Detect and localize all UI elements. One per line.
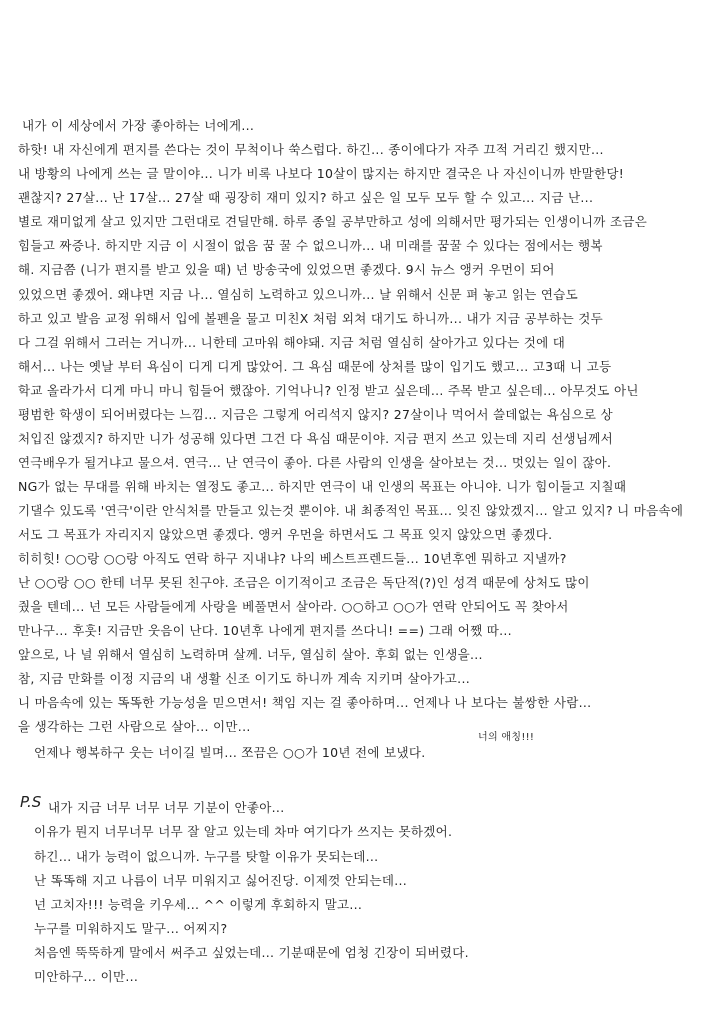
letter-line: 별로 재미없게 살고 있지만 그런대로 견딜만해. 하루 종일 공부만하고 성에 의해서만 평가되는 인생이니까 조금은 [18, 214, 648, 229]
ps-line: 하긴... 내가 능력이 없으니까. 누구를 탓할 이유가 못되는데... [34, 849, 379, 864]
ps-line: 이유가 뭔지 너무너무 너무 잘 알고 있는데 차마 여기다가 쓰지는 못하겠어. [34, 824, 453, 839]
letter-line: 앞으로, 나 널 위해서 열심히 노력하며 살께. 너두, 열심히 살아. 후회 없는 인생을... [18, 647, 483, 662]
letter-closing: 언제나 행복하구 웃는 너이길 빌며... 쪼끔은 ○○가 10년 전에 보냈다. [34, 745, 426, 760]
letter-line: 참, 지금 만화를 이정 지금의 내 생활 신조 이기도 하니까 계속 지키며 살아가고... [18, 671, 470, 686]
letter-line: NG가 없는 무대를 위해 바치는 열정도 좋고... 하지만 연극이 내 인생의 목표는 아니야. 니가 힘이들고 지칠때 [18, 479, 627, 494]
letter-line: 있었으면 좋겠어. 왜냐면 지금 나... 열심히 노력하고 있으니까... 날 위해서 신문 펴 놓고 읽는 연습도 [18, 287, 578, 302]
ps-line: 처음엔 뚝뚝하게 말에서 써주고 싶었는데... 기분때문에 엄청 긴장이 되버렸다. [34, 945, 469, 960]
letter-line: 연극배우가 될거냐고 물으셔. 연극... 난 연극이 좋아. 다른 사람의 인생을 살아보는 것... 멋있는 일이 잖아. [18, 455, 612, 470]
letter-line: 하고 있고 발음 교정 위해서 입에 볼펜을 물고 미친X 처럼 외쳐 대기도 하니까... 내가 지금 공부하는 것두 [18, 311, 604, 326]
letter-line: 기댈수 있도록 '연극'이란 안식처를 만들고 있는것 뿐이야. 내 최종적인 목표... 잊진 않았겠지... 알고 있지? 니 마음속에 [18, 503, 684, 518]
letter-line: 서도 그 목표가 자리지지 않았으면 좋겠다. 앵커 우먼을 하면서도 그 목표 잊지 않았으면 좋겠다. [18, 527, 553, 542]
letter-line: 히히힛! ○○랑 ○○랑 아직도 연락 하구 지내냐? 나의 베스트프렌드들... 10년후엔 뭐하고 지낼까? [18, 551, 567, 566]
letter-line: 힘들고 짜증나. 하지만 지금 이 시절이 없음 꿈 꿀 수 없으니까... 내 미래를 꿈꿀 수 있다는 점에서는 행복 [18, 238, 603, 253]
ps-line: 누구를 미워하지도 말구... 어찌지? [34, 921, 228, 936]
letter-line: 처입진 않겠지? 하지만 니가 성공해 있다면 그건 다 욕심 때문이야. 지금 편지 쓰고 있는데 지리 선생님께서 [18, 431, 614, 446]
letter-line: 평범한 학생이 되어버렸다는 느낌... 지금은 그렇게 어리석지 않지? 27살이나 먹어서 쓸데없는 욕심으로 상 [18, 407, 613, 422]
letter-line: 난 ○○랑 ○○ 한테 너무 못된 친구야. 조금은 이기적이고 조금은 독단적(?)인 성격 때문에 상처도 많이 [18, 575, 590, 590]
ps-line: 넌 고치자!!! 능력을 키우세... ^^ 이렇게 후회하지 말고... [34, 897, 363, 912]
letter-line: 니 마음속에 있는 똑똑한 가능성을 믿으면서! 책임 지는 걸 좋아하며... 언제나 나 보다는 불쌍한 사람... [18, 695, 592, 710]
letter-line: 학교 올라가서 디게 마니 마니 힘들어 했잖아. 기억나니? 인정 받고 싶은데... 주목 받고 싶은데... 아무것도 아닌 [18, 383, 639, 398]
letter-line: 만나구... 후훗! 지금만 웃음이 난다. 10년후 나에게 편지를 쓰다니! ==) 그래 어쨌 따... [18, 623, 512, 638]
ps-line: 난 똑똑해 지고 나름이 너무 미워지고 싫어진당. 이제껏 안되는데... [34, 873, 408, 888]
letter-line: 내가 이 세상에서 가장 좋아하는 너에게... [22, 118, 255, 133]
letter-line: 해. 지금쯤 (니가 편지를 받고 있을 때) 넌 방송국에 있었으면 좋겠다. 9시 뉴스 앵커 우먼이 되어 [18, 262, 555, 277]
letter-line: 해서... 나는 옛날 부터 욕심이 디게 디게 많았어. 그 욕심 때문에 상처를 많이 입기도 했고... 고3때 니 고등 [18, 359, 612, 374]
ps-marker: P.S [20, 793, 42, 811]
letter-line: 줬을 텐데... 넌 모든 사람들에게 사랑을 베풀면서 살아라. ○○하고 ○○가 연락 안되어도 꼭 찾아서 [18, 599, 569, 614]
ps-line: 미안하구... 이만... [34, 969, 139, 984]
letter-line: 을 생각하는 그런 사람으로 살아... 이만... [18, 719, 251, 734]
letter-line: 다 그걸 위해서 그러는 거니까... 니한테 고마워 해야돼. 지금 처럼 열심히 살아가고 있다는 것에 대 [18, 335, 566, 350]
letter-line: 하핫! 내 자신에게 편지를 쓴다는 것이 무척이나 쑥스럽다. 하긴... 종이에다가 자주 끄적 거리긴 했지만... [18, 142, 604, 157]
letter-line: 내 방황의 나에게 쓰는 글 말이야... 니가 비록 나보다 10살이 많지는 하지만 결국은 나 자신이니까 반말한당! [18, 166, 625, 181]
letter-line: 괜찮지? 27살... 난 17살... 27살 때 굉장히 재미 있지? 하고 싶은 일 모두 모두 할 수 있고... 지금 난... [18, 190, 594, 205]
ps-line: 내가 지금 너무 너무 너무 기분이 안좋아... [48, 800, 285, 815]
signature-note: 너의 애칭!!! [478, 732, 535, 743]
